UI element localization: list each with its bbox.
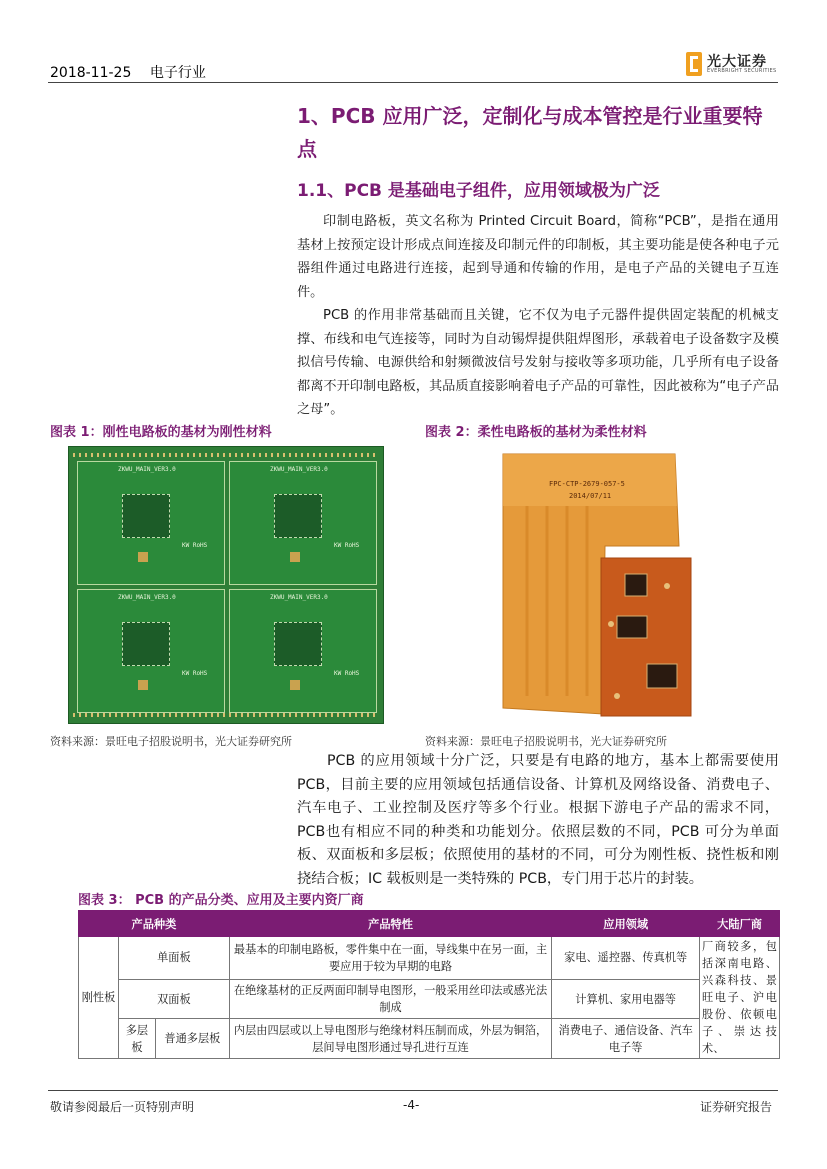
header-mainland-makers: 大陆厂商 — [700, 911, 780, 937]
footer-disclaimer: 敬请参阅最后一页特别声明 — [50, 1100, 195, 1114]
footer-report-type: 证券研究报告 — [700, 1100, 773, 1114]
row-type: 普通多层板 — [155, 1019, 229, 1059]
group-multilayer: 多层板 — [118, 1019, 155, 1059]
footer-page-number: -4- — [403, 1098, 420, 1112]
table-3-title: 图表 3： PCB 的产品分类、应用及主要内资厂商 — [78, 893, 364, 908]
logo-cn-text: 光大证券 — [707, 54, 767, 70]
flex-pcb-date: 2014/07/11 — [569, 492, 612, 500]
row-type: 双面板 — [118, 979, 229, 1019]
footer-divider — [48, 1090, 778, 1091]
figure-1-source: 资料来源：景旺电子招股说明书，光大证券研究所 — [50, 735, 292, 748]
header-product-type: 产品种类 — [79, 911, 230, 937]
report-sector: 电子行业 — [149, 65, 206, 81]
row-application: 计算机、家用电器等 — [552, 979, 700, 1019]
row-application: 家电、遥控器、传真机等 — [552, 937, 700, 980]
paragraph-pcb-applications: PCB 的应用领域十分广泛，只要是有电路的地方，基本上都需要使用PCB，目前主要的应用领域包括通信设备、计算机及网络设备、消费电子、汽车电子、工业控制及医疗等多个行业。根据下游电子产品的需求不同，PCB也有相应不同的种类和功能划分。依照层数的不同，PCB 可分为单面板、双面板和多层板；依照使用的基材的不同，可分为刚性板、挠性板和刚挠结合板；IC 载板则是一类特殊的 PCB，专门用于芯片的封装。 — [297, 753, 779, 887]
pcb-classification-table — [78, 910, 780, 1059]
header-divider — [48, 82, 778, 83]
flex-pcb-label: FPC-CTP-2679-057-5 — [549, 480, 625, 488]
logo-mark-icon — [686, 52, 702, 76]
row-feature: 最基本的印制电路板，零件集中在一面，导线集中在另一面，主要应用于较为早期的电路 — [229, 937, 551, 980]
paragraph-pcb-role: PCB 的作用非常基础而且关键，它不仅为电子元器件提供固定装配的机械支撑、布线和电气连接等，同时为自动锡焊提供阻焊图形，承载着电子设备数字及模拟信号传输、电源供给和射频微波信号发射与接收等多项功能，几乎所有电子设备都离不开印制电路板，其品质直接影响着电子产品的可靠性，因此被称为“电子产品之母”。 — [297, 308, 779, 417]
group-rigid-board: 刚性板 — [79, 937, 119, 1059]
flexible-pcb-image — [497, 446, 697, 722]
report-date: 2018-11-25 — [50, 65, 132, 81]
figure-2-source: 资料来源：景旺电子招股说明书，光大证券研究所 — [425, 735, 667, 748]
table-row — [79, 979, 780, 1019]
row-application: 消费电子、通信设备、汽车电子等 — [552, 1019, 700, 1059]
row-feature: 在绝缘基材的正反两面印制导电图形，一般采用丝印法或感光法制成 — [229, 979, 551, 1019]
section-heading-1-1: 1.1、PCB 是基础电子组件，应用领域极为广泛 — [297, 181, 660, 201]
mainland-makers-cell: 厂商较多，包括深南电路、兴森科技、景旺电子、沪电股份、依顿电子、崇达技术、 — [700, 937, 780, 1059]
rigid-pcb-image: ZKWU_MAIN_VER3.0 KW RoHS ZKWU_MAIN_VER3.0 KW RoHS ZKWU_MAIN_VER3.0 KW RoHS ZKWU_MAIN_VER3.0 KW RoHS — [68, 446, 384, 724]
section-heading-1: 1、PCB 应用广泛，定制化与成本管控是行业重要特点 — [297, 104, 763, 161]
row-feature: 内层由四层或以上导电图形与绝缘材料压制而成，外层为铜箔，层间导电图形通过导孔进行互连 — [229, 1019, 551, 1059]
brand-logo — [686, 52, 786, 78]
table-header-row — [79, 911, 780, 937]
paragraph-pcb-definition: 印制电路板，英文名称为 Printed Circuit Board，简称“PCB”，是指在通用基材上按预定设计形成点间连接及印制元件的印制板，其主要功能是使各种电子元器组件通过电路进行连接，起到导通和传输的作用，是电子产品的关键电子互连件。 — [297, 214, 779, 300]
header-application: 应用领域 — [552, 911, 700, 937]
table-row — [79, 1019, 780, 1059]
logo-en-text: EVERBRIGHT SECURITIES — [707, 68, 777, 74]
report-header — [50, 62, 220, 82]
header-product-feature: 产品特性 — [229, 911, 551, 937]
figure-1-title: 图表 1：刚性电路板的基材为刚性材料 — [50, 425, 272, 440]
figure-2-title: 图表 2：柔性电路板的基材为柔性材料 — [425, 425, 647, 440]
table-row — [79, 937, 780, 980]
row-type: 单面板 — [118, 937, 229, 980]
